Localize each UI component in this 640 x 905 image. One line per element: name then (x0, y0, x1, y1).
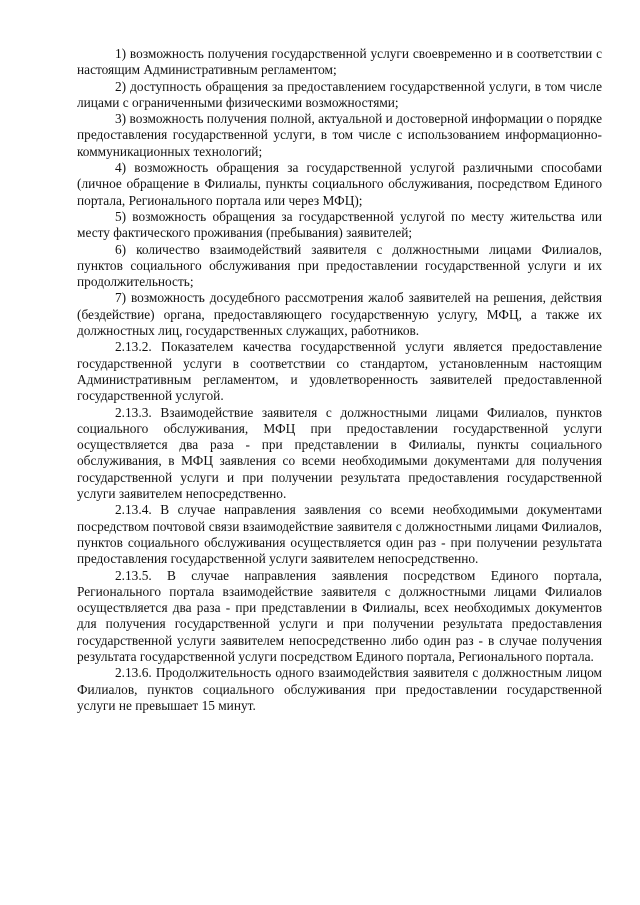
paragraph-2-13-6: 2.13.6. Продолжительность одного взаимодействия заявителя с должностным лицом Филиалов, пунктов социального обслуживания при предоставлении государственной услуги не превышает 15 минут. (77, 665, 602, 713)
paragraph-criterion-4: 4) возможность обращения за государственной услугой различными способами (личное обращение в Филиалы, пункты социального обслуживания, посредством Единого портала, Регионального портала или через МФЦ); (77, 160, 602, 208)
paragraph-2-13-5: 2.13.5. В случае направления заявления посредством Единого портала, Регионального портала взаимодействие заявителя с должностными лицами Филиалов осуществляется два раза - при представлении в Филиалы, всех необходимых документов для получения государственной услуги и при получении результата предоставления государственной услуги заявителем непосредственно либо один раз - в случае получения результата государственной услуги посредством Единого портала, Регионального портала. (77, 567, 602, 664)
paragraph-criterion-1: 1) возможность получения государственной услуги своевременно и в соответствии с настоящим Административным регламентом; (77, 46, 602, 78)
paragraph-2-13-2: 2.13.2. Показателем качества государственной услуги является предоставление государственной услуги в соответствии со стандартом, установленным настоящим Административным регламентом, и удовлетворенность заявителей предоставленной государственной услугой. (77, 339, 602, 404)
paragraph-criterion-7: 7) возможность досудебного рассмотрения жалоб заявителей на решения, действия (бездействие) органа, предоставляющего государственную услугу, МФЦ, а также их должностных лиц, государственных служащих, работников. (77, 290, 602, 339)
document-page (77, 46, 602, 714)
paragraph-criterion-6: 6) количество взаимодействий заявителя с должностными лицами Филиалов, пунктов социального обслуживания при предоставлении государственной услуги и их продолжительность; (77, 241, 602, 290)
paragraph-criterion-5: 5) возможность обращения за государственной услугой по месту жительства или месту фактического проживания (пребывания) заявителей; (77, 208, 602, 241)
paragraph-2-13-4: 2.13.4. В случае направления заявления со всеми необходимыми документами посредством почтовой связи взаимодействие заявителя с должностными лицами Филиалов, пунктов социального обслуживания осуществляется один раз - при получении результата предоставления государственной услуги заявителем непосредственно. (77, 502, 602, 567)
paragraph-criterion-3: 3) возможность получения полной, актуальной и достоверной информации о порядке предоставления государственной услуги, в том числе с использованием информационно-коммуникационных технологий; (77, 111, 602, 159)
paragraph-criterion-2: 2) доступность обращения за предоставлением государственной услуги, в том числе лицами с ограниченными физическими возможностями; (77, 78, 602, 110)
paragraph-2-13-3: 2.13.3. Взаимодействие заявителя с должностными лицами Филиалов, пунктов социального обслуживания, МФЦ при предоставлении государственной услуги осуществляется два раза - при представлении в Филиалы, пункты социального обслуживания, в МФЦ заявления со всеми необходимыми документами для получения государственной услуги и при получении результата предоставления государственной услуги заявителем непосредственно. (77, 404, 602, 502)
